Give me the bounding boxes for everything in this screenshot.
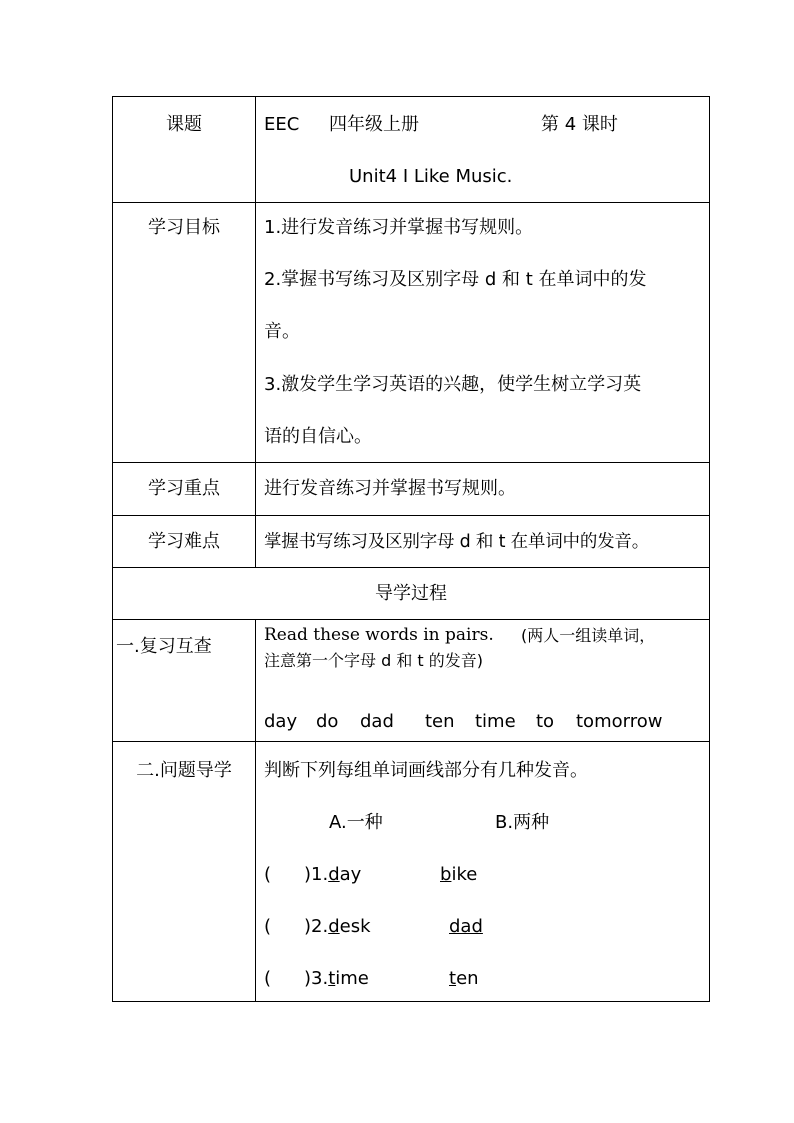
difficulties-label: 学习难点 (148, 531, 220, 552)
row-divider (113, 567, 709, 568)
review-instruction-cn: (两人一组读单词， (521, 626, 656, 645)
row-divider (113, 515, 709, 516)
question-word: dad (449, 916, 483, 937)
review-word: day (264, 711, 298, 732)
review-instruction-en: Read these words in pairs. (264, 625, 494, 645)
key-points-label: 学习重点 (148, 478, 220, 499)
option-a: A.一种 (329, 812, 383, 833)
unit-title: Unit4 I Like Music. (349, 166, 513, 187)
row-divider (113, 202, 709, 203)
review-label: 一.复习互查 (116, 636, 212, 657)
question-word: bike (440, 864, 478, 885)
grade-text: 四年级上册 (329, 114, 419, 135)
column-divider (255, 97, 256, 567)
review-word: dad (360, 711, 394, 732)
goal-line: 2.掌握书写练习及区别字母 d 和 t 在单词中的发 (264, 269, 647, 290)
lesson-number: 第 4 课时 (541, 114, 618, 135)
process-heading: 导学过程 (375, 583, 447, 604)
goals-label: 学习目标 (148, 217, 220, 238)
topic-label: 课题 (166, 114, 202, 135)
question-instruction: 判断下列每组单词画线部分有几种发音。 (264, 760, 588, 781)
review-instruction-cn: 注意第一个字母 d 和 t 的发音) (264, 651, 484, 670)
answer-blank[interactable]: ( )1.day (264, 864, 362, 885)
answer-blank[interactable]: ( )2.desk (264, 916, 371, 937)
review-word: tomorrow (576, 711, 663, 732)
review-word: to (536, 711, 555, 732)
goal-line: 音。 (264, 321, 300, 342)
row-divider (113, 462, 709, 463)
column-divider (255, 619, 256, 1001)
question-word: ten (449, 968, 479, 989)
goal-line: 1.进行发音练习并掌握书写规则。 (264, 217, 534, 238)
review-word: time (475, 711, 516, 732)
row-divider (113, 619, 709, 620)
difficulties-text: 掌握书写练习及区别字母 d 和 t 在单词中的发音。 (264, 532, 650, 552)
review-word: do (316, 711, 339, 732)
key-points-text: 进行发音练习并掌握书写规则。 (264, 478, 516, 499)
lesson-plan-table (112, 96, 710, 1002)
eec-text: EEC (264, 114, 300, 135)
row-divider (113, 741, 709, 742)
goal-line: 语的自信心。 (264, 426, 372, 447)
goal-line: 3.激发学生学习英语的兴趣，使学生树立学习英 (264, 374, 642, 395)
question-label: 二.问题导学 (136, 760, 232, 781)
review-word: ten (425, 711, 455, 732)
option-b: B.两种 (495, 812, 550, 833)
answer-blank[interactable]: ( )3.time (264, 968, 369, 989)
